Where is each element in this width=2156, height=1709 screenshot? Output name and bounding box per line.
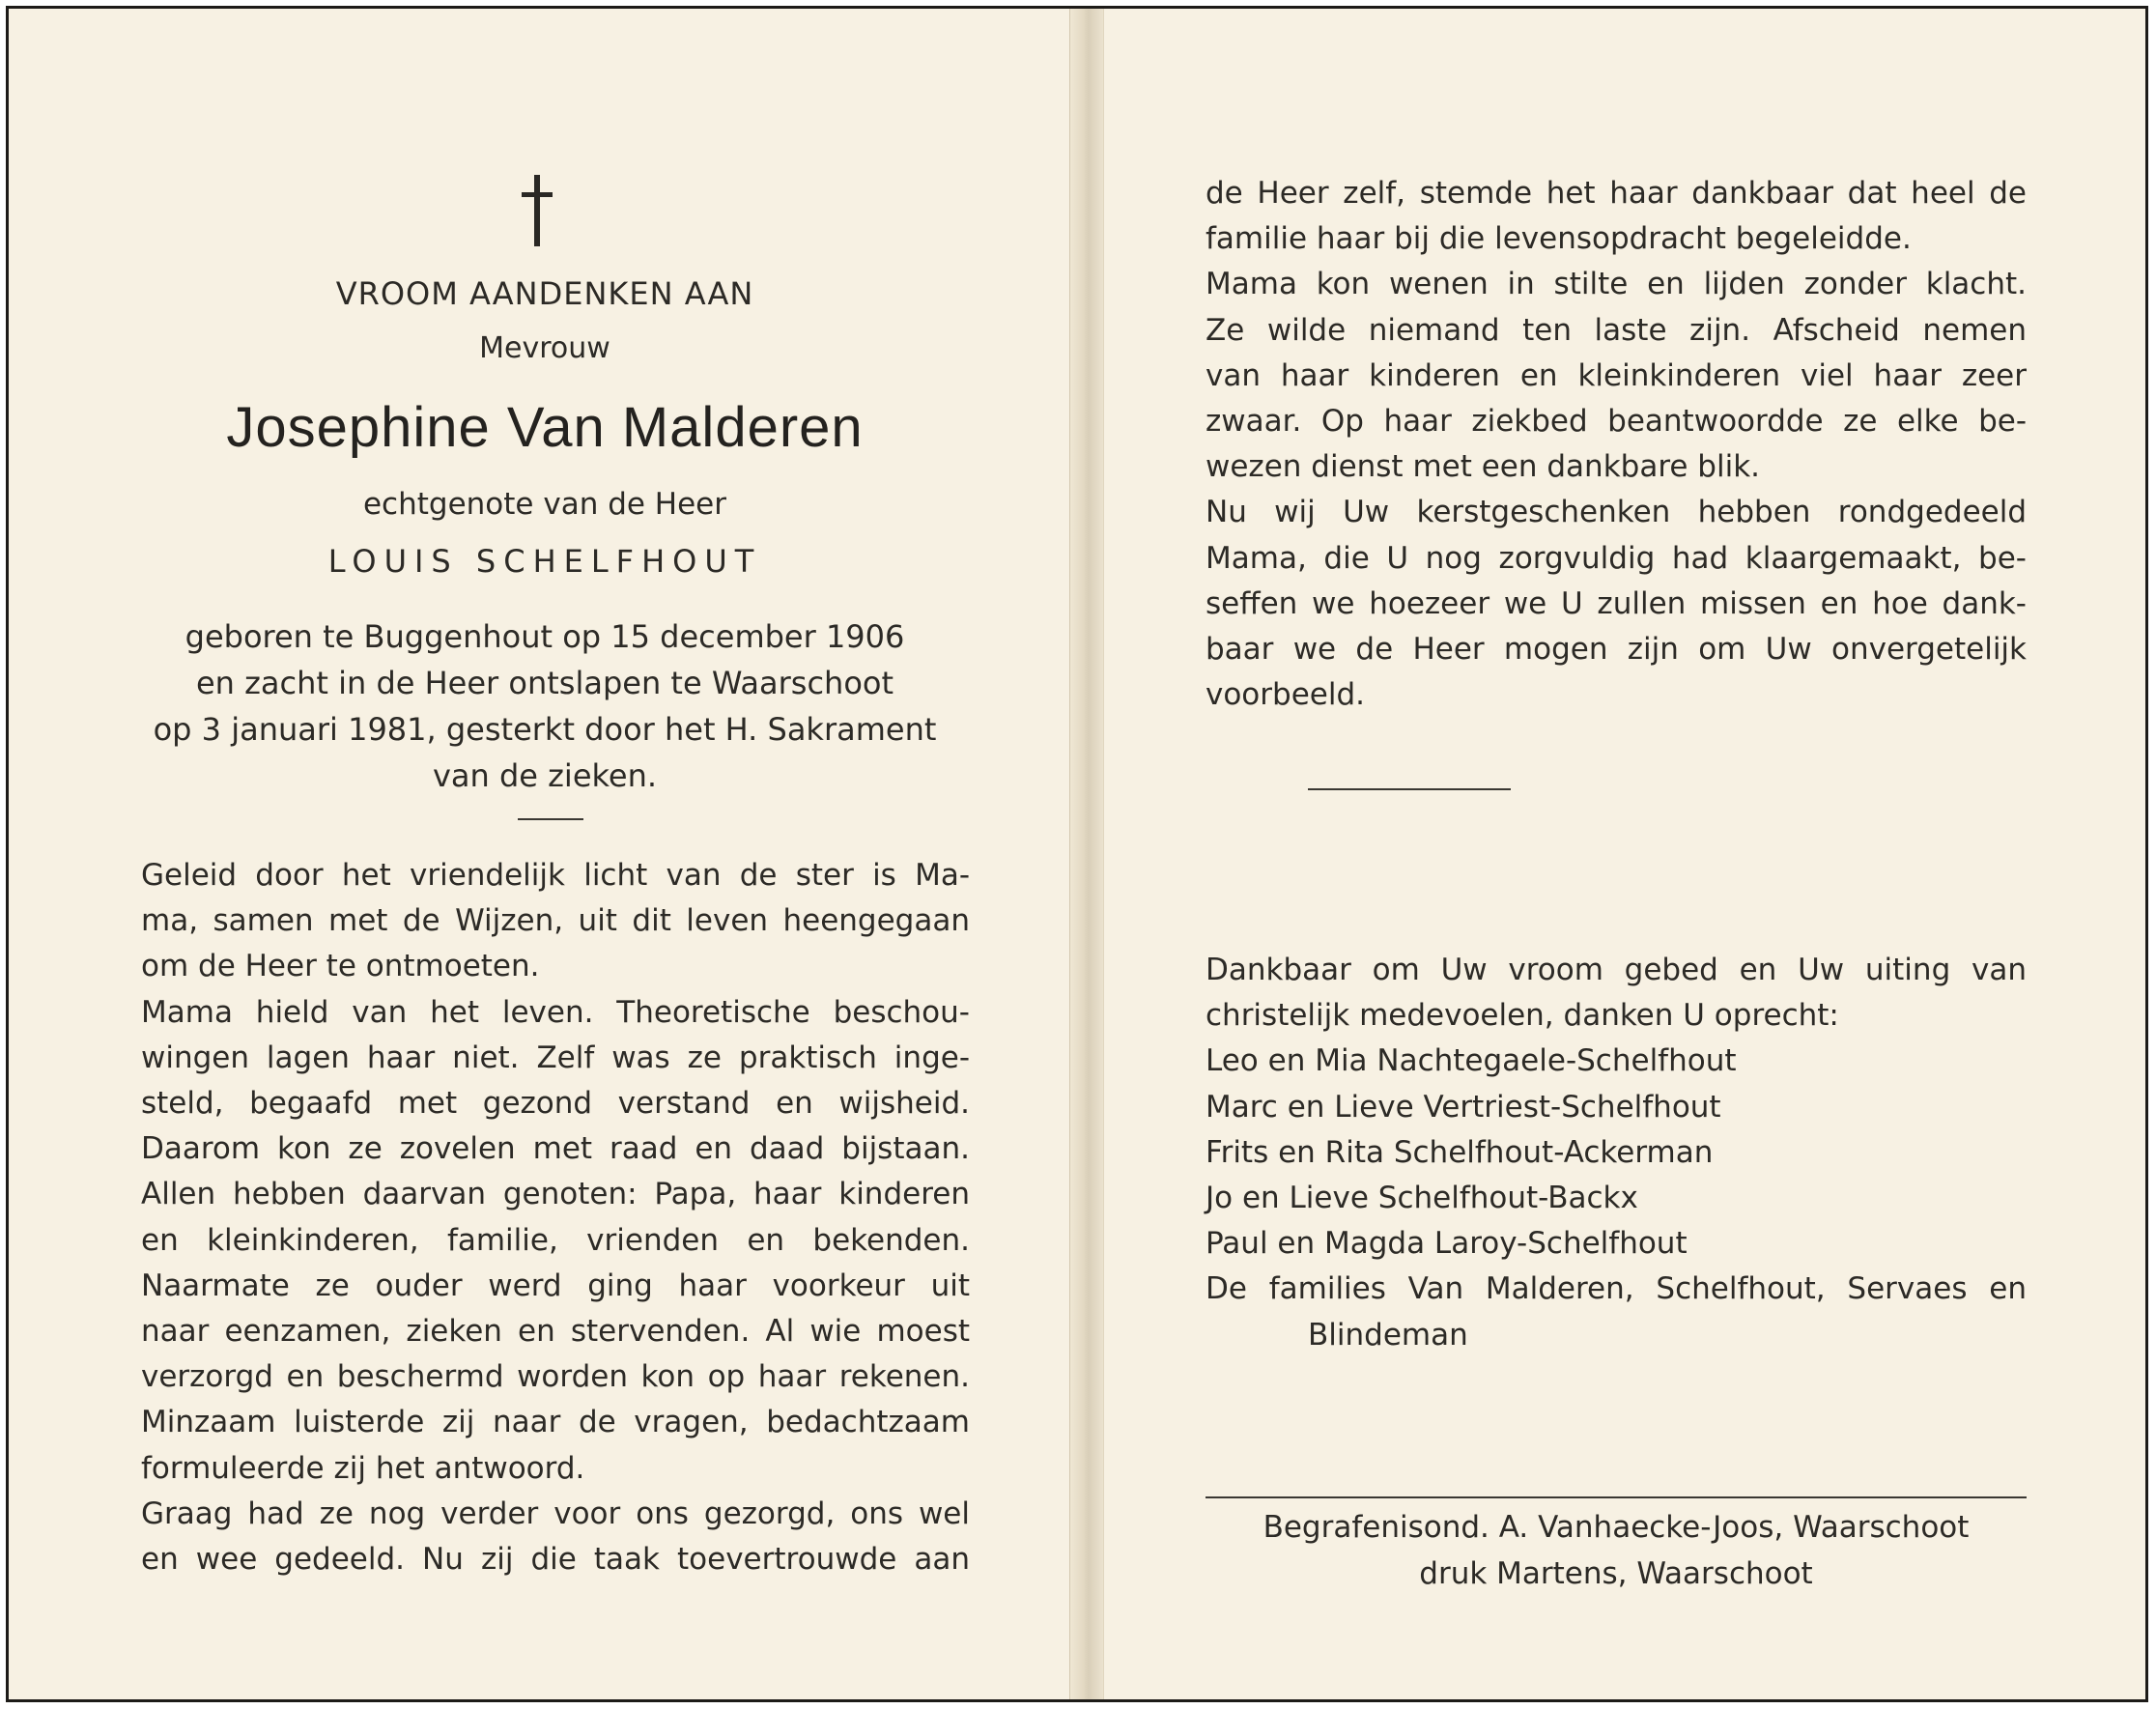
spouse-intro: echtgenote van de Heer	[362, 487, 726, 522]
spouse-name: LOUIS SCHELFHOUT	[327, 543, 762, 580]
text-line: familie haar bij die levensopdracht begeleidde.	[1206, 221, 1912, 257]
text-line: seffen we hoezeer we U zullen missen en hoe dank-	[1206, 585, 2027, 621]
text-line: Graag had ze nog verder voor ons gezorgd, ons wel	[141, 1495, 970, 1531]
text-line: en kleinkinderen, familie, vrienden en bekenden.	[141, 1222, 970, 1258]
family-line: Frits en Rita Schelfhout-Ackerman	[1206, 1134, 1714, 1170]
card-fold	[1069, 9, 1104, 1699]
text-line: wingen lagen haar niet. Zelf was ze praktisch inge-	[141, 1040, 970, 1075]
birth-line: geboren te Buggenhout op 15 december 1906	[184, 618, 905, 655]
thanks-line: Dankbaar om Uw vroom gebed en Uw uiting van	[1206, 953, 2027, 987]
cross-icon	[516, 175, 558, 246]
divider	[518, 818, 583, 820]
footer-divider	[1206, 1496, 2027, 1498]
divider	[1308, 788, 1511, 790]
family-line: Jo en Lieve Schelfhout-Backx	[1206, 1181, 1638, 1216]
family-line: Marc en Lieve Vertriest-Schelfhout	[1206, 1089, 1721, 1125]
tribute-text-right	[1206, 171, 2027, 718]
family-line: Leo en Mia Nachtegaele-Schelfhout	[1206, 1043, 1737, 1079]
text-line: Allen hebben daarvan genoten: Papa, haar kinderen	[141, 1177, 970, 1212]
text-line: zwaar. Op haar ziekbed beantwoordde ze elke be-	[1206, 404, 2027, 440]
memorial-card	[6, 6, 2148, 1702]
text-line: Daarom kon ze zovelen met raad en daad bijstaan.	[141, 1131, 970, 1167]
text-line: ma, samen met de Wijzen, uit dit leven heengegaan	[141, 903, 970, 939]
honorific: Mevrouw	[479, 331, 610, 365]
printer-line: druk Martens, Waarschoot	[1419, 1556, 1813, 1591]
text-line: van haar kinderen en kleinkinderen viel haar zeer	[1206, 357, 2027, 393]
text-line: Nu wij Uw kerstgeschenken hebben rondgedeeld	[1206, 495, 2027, 530]
deceased-name: Josephine Van Malderen	[226, 396, 864, 459]
birth-line: op 3 januari 1981, gesterkt door het H. Sakrament	[153, 711, 937, 748]
text-line: voorbeeld.	[1206, 677, 1365, 713]
text-line: Mama, die U nog zorgvuldig had klaargemaakt, be-	[1206, 540, 2027, 576]
text-line: naar eenzamen, zieken en stervenden. Al wie moest	[141, 1314, 970, 1350]
funeral-director-line: Begrafenisond. A. Vanhaecke-Joos, Waarschoot	[1262, 1510, 1970, 1545]
thanks-section	[1206, 948, 2027, 1358]
text-line: de Heer zelf, stemde het haar dankbaar dat heel de	[1206, 176, 2027, 211]
text-line: verzorgd en beschermd worden kon op haar rekenen.	[141, 1359, 970, 1395]
text-line: en wee gedeeld. Nu zij die taak toevertrouwde aan	[141, 1542, 970, 1578]
text-line: wezen dienst met een dankbare blik.	[1206, 449, 1761, 485]
birth-death-details	[96, 613, 994, 799]
family-line: De families Van Malderen, Schelfhout, Servaes en	[1206, 1271, 2027, 1307]
text-line: baar we de Heer mogen zijn om Uw onvergetelijk	[1206, 632, 2027, 668]
text-line: Minzaam luisterde zij naar de vragen, bedachtzaam	[141, 1405, 970, 1440]
text-line: Ze wilde niemand ten laste zijn. Afscheid nemen	[1206, 312, 2027, 348]
family-line: Blindeman	[1308, 1317, 1468, 1353]
memorial-heading: VROOM AANDENKEN AAN	[335, 275, 754, 312]
text-line: Mama hield van het leven. Theoretische beschou-	[141, 994, 970, 1030]
text-line: Mama kon wenen in stilte en lijden zonder klacht.	[1206, 267, 2027, 302]
text-line: Geleid door het vriendelijk licht van de ster is Ma-	[141, 858, 970, 893]
family-line: Paul en Magda Laroy-Schelfhout	[1206, 1226, 1688, 1262]
text-line: formuleerde zij het antwoord.	[141, 1450, 585, 1486]
birth-line: van de zieken.	[432, 757, 658, 794]
printer-credits	[1206, 1504, 2027, 1597]
text-line: om de Heer te ontmoeten.	[141, 949, 540, 984]
thanks-line: christelijk medevoelen, danken U oprecht:	[1206, 998, 1839, 1034]
text-line: steld, begaafd met gezond verstand en wijsheid.	[141, 1086, 970, 1122]
birth-line: en zacht in de Heer ontslapen te Waarschoot	[195, 665, 894, 701]
text-line: Naarmate ze ouder werd ging haar voorkeur uit	[141, 1268, 970, 1303]
tribute-text-left	[141, 853, 970, 1582]
